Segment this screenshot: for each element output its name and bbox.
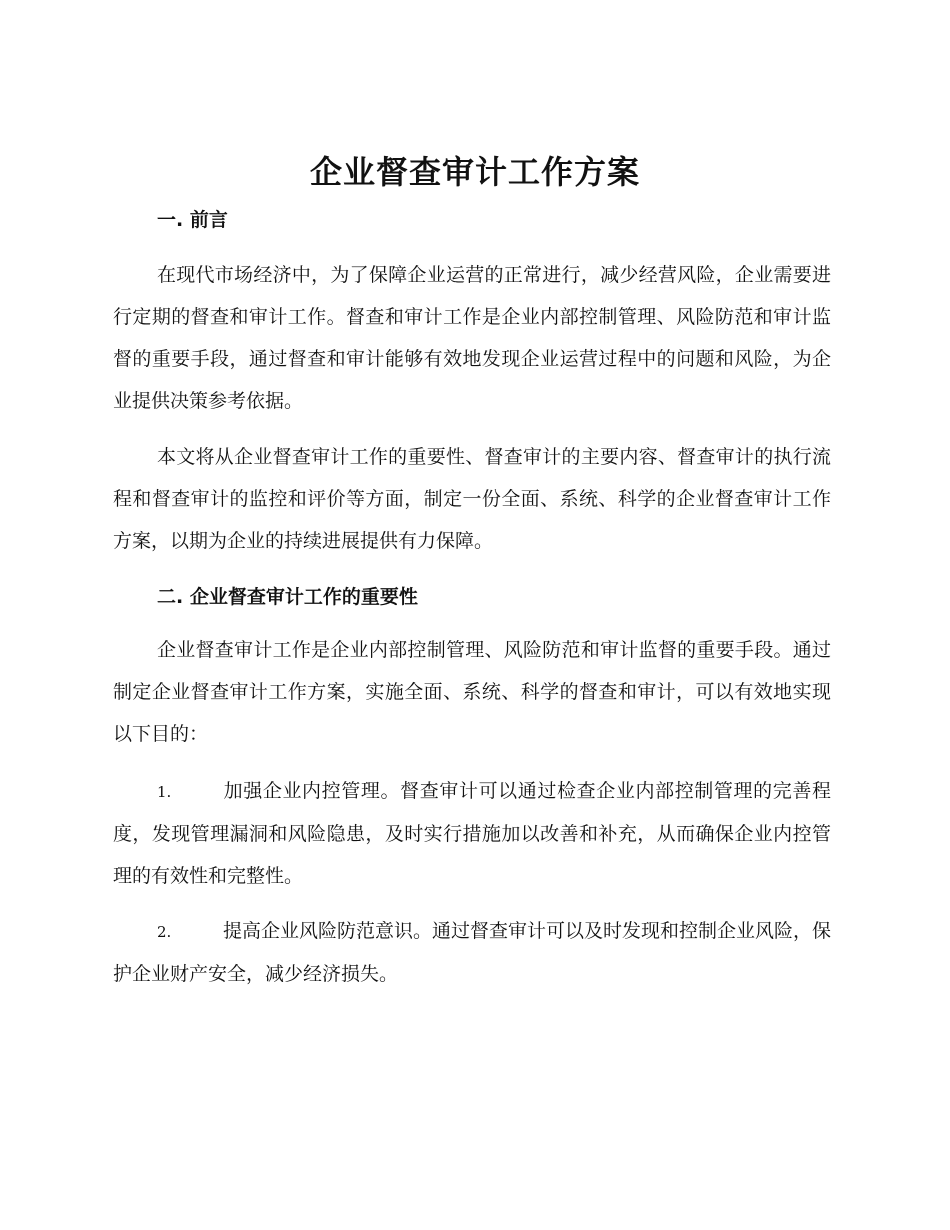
list-item-number: 1. (157, 783, 172, 801)
document-title: 企业督查审计工作方案 (309, 153, 640, 191)
paragraph: 本文将从企业督查审计工作的重要性、督查审计的主要内容、督查审计的执行流程和督查审计的监控和评价等方面，制定一份全面、系统、科学的企业督查审计工作方案，以期为企业的持续进展提供有力保障。 (113, 446, 831, 552)
list-item-number: 2. (157, 923, 172, 941)
section-heading-preface: 一. 前言 (157, 209, 228, 231)
list-item (113, 770, 831, 897)
paragraph: 企业督查审计工作是企业内部控制管理、风险防范和审计监督的重要手段。通过制定企业督查审计工作方案，实施全面、系统、科学的督查和审计，可以有效地实现以下目的： (113, 639, 831, 745)
list-item (113, 910, 831, 995)
list-item-text: 提高企业风险防范意识。通过督查审计可以及时发现和控制企业风险，保护企业财产安全，减少经济损失。 (113, 920, 832, 985)
paragraph: 在现代市场经济中，为了保障企业运营的正常进行，减少经营风险，企业需要进行定期的督查和审计工作。督查和审计工作是企业内部控制管理、风险防范和审计监督的重要手段，通过督查和审计能够有效地发现企业运营过程中的问题和风险，为企业提供决策参考依据。 (113, 264, 831, 412)
list-item-text: 加强企业内控管理。督查审计可以通过检查企业内部控制管理的完善程度，发现管理漏洞和风险隐患，及时实行措施加以改善和补充，从而确保企业内控管理的有效性和完整性。 (113, 780, 831, 887)
section-heading-importance: 二. 企业督查审计工作的重要性 (157, 586, 418, 608)
